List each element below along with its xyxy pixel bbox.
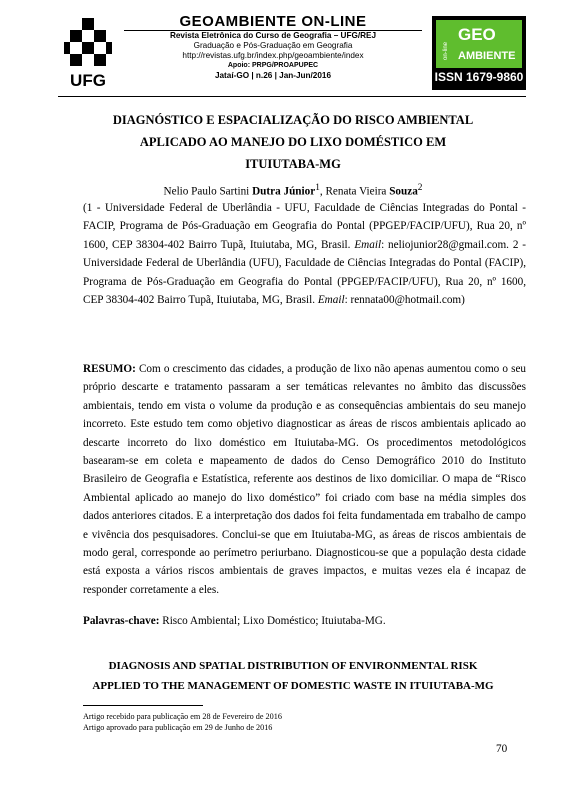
geo-online-text: on-line [443,41,449,60]
abstract-text: Com o crescimento das cidades, a produção de lixo não apenas aumentou como o seu próprio descarte e tratamento passaram a ser temáticas relevantes no âmbito das discussões ambientais, tendo em vista o volume da produção e as consequências ambientais do seu manejo incorreto. Este estudo tem como objetivo diagnosticar as áreas de riscos ambientais aplicado ao descarte incorreto do lixo doméstico em Ituiutaba-MG. Os procedimentos metodológicos basearam-se em coleta e mapeamento de dados do Censo Demográfico 2010 do Instituto Brasileiro de Geografia e Estatística, referente aos destinos de lixo domiciliar. O mapa de “Risco Ambiental aplicado ao manejo do lixo doméstico” foi criado com base na média simples dos dados anteriores citados. E a interpretação dos dados foi feita fundamentada em trabalho de campo e vivência dos pesquisadores. Conclui-se que em Ituiutaba-MG, as áreas de riscos ambientais de modo geral, corresponde ao perímetro periurbano. Diagnosticou-se que a população desta cidade está exposta a vários riscos ambientais de graves impactos, e muitas vezes ela é incapaz de responder corretamente a eles. [83,363,526,596]
abstract [83,360,526,599]
email-label-1: Email [354,238,382,251]
journal-support: Apoio: PRPG/PROAPUPEC [227,62,319,69]
journal-name: GEOAMBIENTE ON-LINE [179,13,367,30]
geoambiente-logo-panel [436,20,522,68]
journal-header [58,14,526,94]
title-line-2: APLICADO AO MANEJO DO LIXO DOMÉSTICO EM [139,135,447,149]
footnote-received: Artigo recebido para publicação em 28 de Fevereiro de 2016 [83,712,282,721]
footnotes [83,711,282,733]
journal-line-2: Graduação e Pós-Graduação em Geografia [193,41,353,50]
keywords [83,615,526,627]
author-1-surname: Dutra Júnior [252,185,316,198]
issn: ISSN 1679-9860 [434,70,524,84]
journal-url: http://revistas.ufg.br/index.php/geoambiente/index [182,51,364,60]
author-2-given: , Renata Vieira [319,185,390,198]
ufg-logo [62,16,114,92]
english-title-line-1: DIAGNOSIS AND SPATIAL DISTRIBUTION OF ENVIRONMENTAL RISK [108,660,478,672]
journal-line-1: Revista Eletrônica do Curso de Geografia – UFG/REJ [169,31,377,40]
ufg-logo-text: UFG [70,71,106,90]
affiliations [83,199,526,309]
keywords-text: Risco Ambiental; Lixo Doméstico; Ituiutaba-MG. [159,615,386,627]
author-1-sup: 1 [315,183,320,193]
title-line-3: ITUIUTABA-MG [245,157,341,171]
keywords-label: Palavras-chave: [83,615,160,627]
affiliation-part-1: (1 - Universidade Federal de Uberlândia - UFU, Faculdade de Ciências Integradas do Pontal - FACIP, Programa de Pós-Graduação em Geografia do Pontal (PPGEP/FACIP/UFU), Rua 20, nº 1600, CEP 38304-402 Bairro Tupã, Ituiutaba, MG, Brasil. [83,202,526,251]
abstract-label: RESUMO: [83,363,136,375]
affiliation-part-3: : rennata00@hotmail.com) [344,294,465,307]
journal-issue: Jataí-GO | n.26 | Jan-Jun/2016 [214,71,332,80]
author-2-sup: 2 [417,183,423,193]
author-2-surname: Souza [389,185,418,198]
paper-title [70,109,516,175]
footnote-approved: Artigo aprovado para publicação em 29 de Junho de 2016 [83,723,273,732]
authors [60,180,526,200]
footnote-rule [83,705,203,706]
email-label-2: Email [317,294,345,307]
english-title [70,656,516,696]
journal-info [120,14,426,81]
geoambiente-logo [432,16,526,90]
page-number: 70 [496,743,508,755]
geo-text: GEO [458,25,496,44]
geo-ambiente-text: AMBIENTE [458,50,516,62]
english-title-line-2: APPLIED TO THE MANAGEMENT OF DOMESTIC WASTE IN ITUIUTABA-MG [92,680,494,692]
title-line-1: DIAGNÓSTICO E ESPACIALIZAÇÃO DO RISCO AMBIENTAL [112,113,474,127]
author-1-given: Nelio Paulo Sartini [163,185,253,198]
affiliation-part-2: : neliojunior28@gmail.com. 2 - Universidade Federal de Uberlândia (UFU), Faculdade de Ciências Integradas do Pontal (FACIP), Programa de Pós-Graduação em Geografia do Pontal (PPGEP/FACIP/UFU), Rua 20, nº 1600, CEP 38304-402 Bairro Tupã, Ituiutaba, MG, Brasil. [83,238,527,307]
header-divider [58,96,526,97]
